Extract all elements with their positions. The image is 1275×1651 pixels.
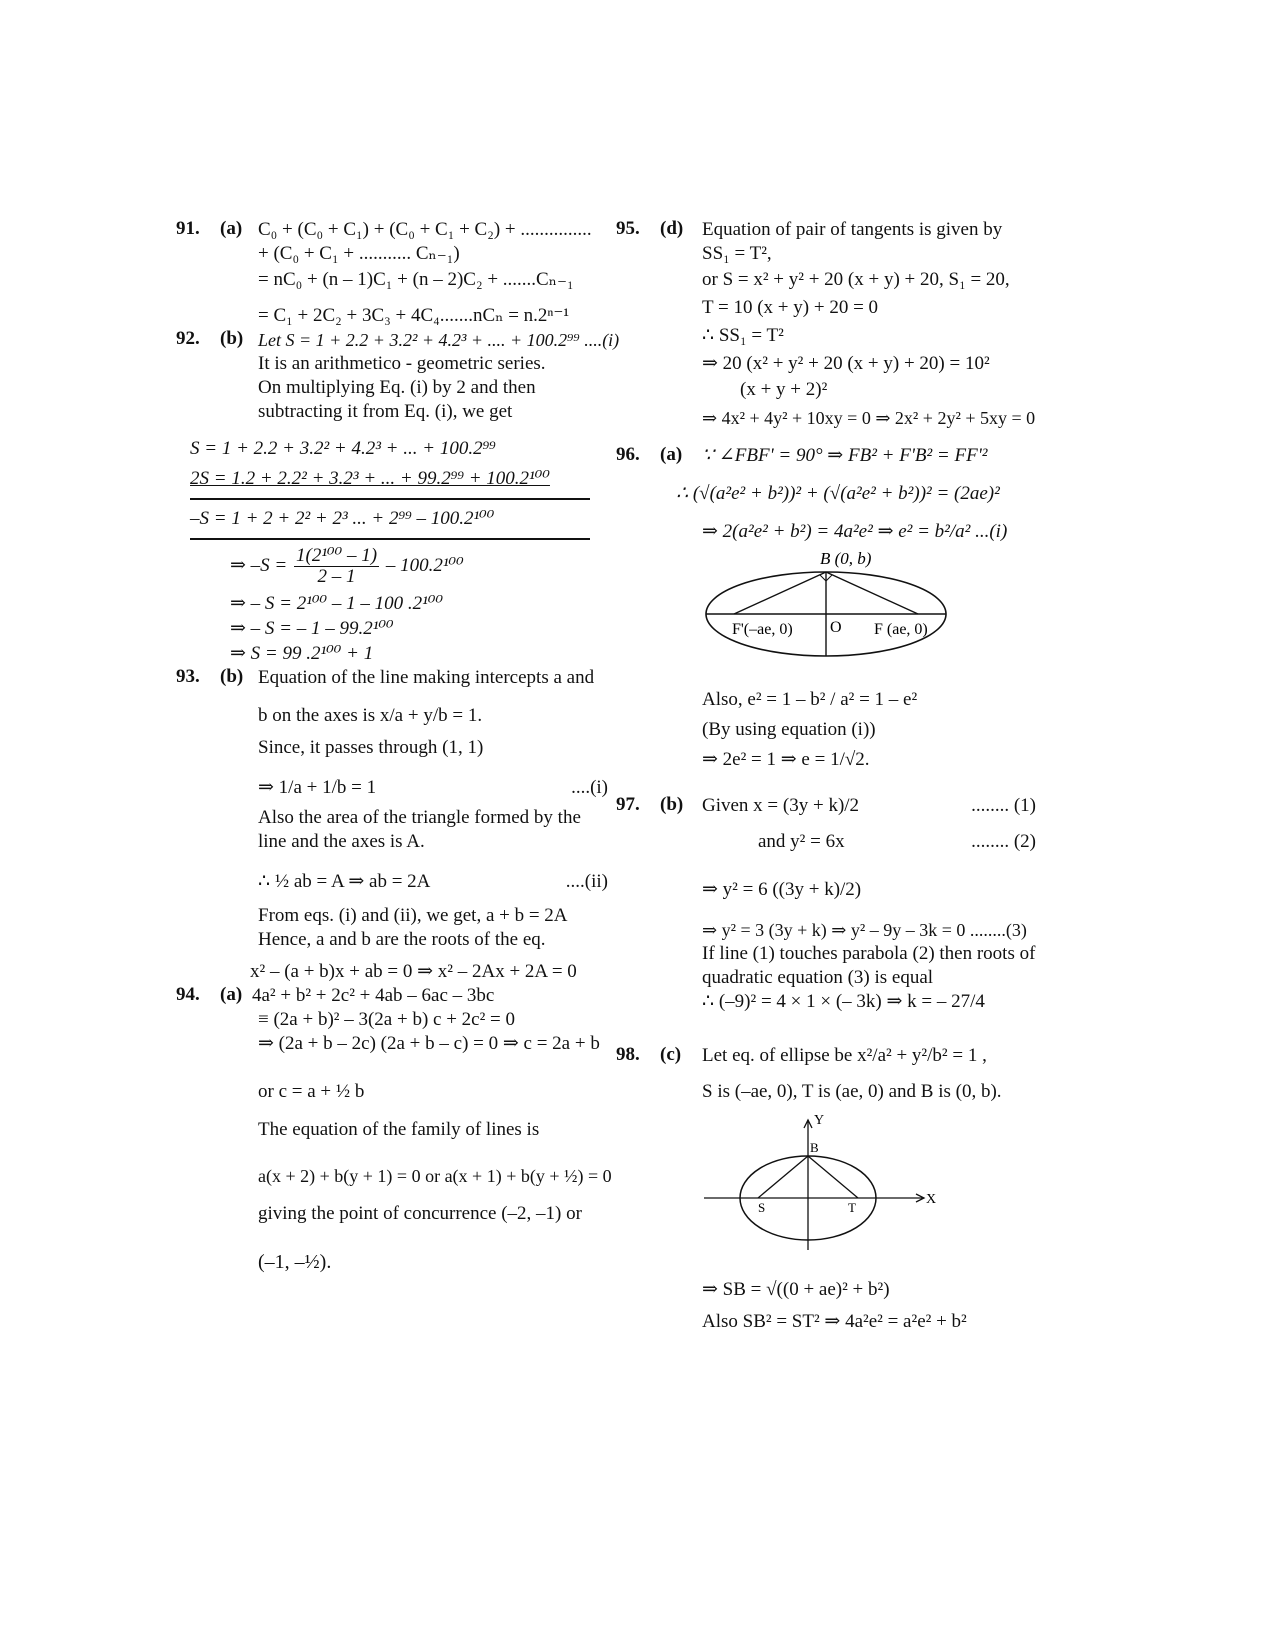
math-text: – 100.2¹⁰⁰ — [385, 554, 464, 576]
solution-line: ∴ (–9)² = 4 × 1 × (– 3k) ⇒ k = – 27/4 — [702, 991, 985, 1012]
divider — [190, 498, 590, 500]
solution-line: ⇒ y² = 3 (3y + k) ⇒ y² – 9y – 3k = 0 ........(3) — [702, 920, 1027, 940]
math-text: ⇒ –S = — [230, 554, 288, 576]
numerator: 1(2¹⁰⁰ – 1) — [296, 545, 378, 566]
solution-line: From eqs. (i) and (ii), we get, a + b = 2A — [258, 905, 568, 926]
math-text: b on the axes is — [258, 705, 376, 726]
question-number: 98. — [616, 1044, 640, 1065]
point-t-label: T — [848, 1200, 856, 1215]
answer-option: (a) — [220, 984, 243, 1005]
question-number: 92. — [176, 328, 200, 349]
answer-option: (d) — [660, 218, 684, 239]
solution-line: Equation of the line making intercepts a and — [258, 667, 595, 688]
series-subtraction — [190, 434, 590, 540]
solution-line: ∵ ∠FBF' = 90° ⇒ FB² + F'B² = FF'² — [702, 445, 988, 466]
solution-line: ∴ SS₁ = T² — [702, 325, 784, 346]
solution-line: (–1, –½). — [258, 1251, 332, 1273]
solution-line: line and the axes is A. — [258, 831, 425, 852]
solution-line — [258, 870, 608, 894]
x-axis-label: X — [926, 1192, 937, 1207]
focal-line-right — [826, 572, 918, 614]
solution-line: subtracting it from Eq. (i), we get — [258, 401, 513, 422]
point-f-prime-label: F'(–ae, 0) — [732, 621, 793, 638]
question-98 — [616, 1044, 1086, 1334]
solution-line: or S = x² + y² + 20 (x + y) + 20, S₁ = 20, — [702, 269, 1010, 290]
answer-option: (a) — [220, 218, 243, 239]
solution-line: = nC₀ + (n – 1)C₁ + (n – 2)C₂ + .......Cₙ₋₁ — [258, 269, 574, 290]
series-line: –S = 1 + 2 + 2² + 2³ ... + 2⁹⁹ – 100.2¹⁰⁰ — [190, 508, 495, 529]
solution-line: Also SB² = ST² ⇒ 4a²e² = a²e² + b² — [702, 1311, 967, 1332]
solution-line: giving the point of concurrence (–2, –1) or — [258, 1203, 582, 1224]
question-91 — [176, 218, 616, 328]
solution-line — [702, 794, 1036, 818]
solution-line: quadratic equation (3) is equal — [702, 967, 934, 988]
solution-line: Since, it passes through (1, 1) — [258, 737, 484, 758]
solution-line: ⇒ 2(a²e² + b²) = 4a²e² ⇒ e² = b²/a² ...(i) — [702, 521, 1008, 542]
y-axis-label: Y — [814, 1113, 825, 1128]
math-text: and y² = 6x — [758, 831, 845, 852]
question-97 — [616, 794, 1086, 1014]
solution-line: Let S = 1 + 2.2 + 3.2² + 4.2³ + .... + 100.2⁹⁹ ....(i) — [258, 330, 620, 350]
question-93 — [176, 666, 616, 984]
answer-option: (b) — [660, 794, 684, 815]
question-92 — [176, 328, 620, 666]
solution-line: + (C₀ + C₁ + ........... Cₙ₋₁) — [258, 243, 460, 264]
question-number: 97. — [616, 794, 640, 815]
line-sb — [758, 1156, 808, 1198]
line-tb — [808, 1156, 858, 1198]
solution-line: ⇒ S = 99 .2¹⁰⁰ + 1 — [230, 643, 374, 664]
solution-line: The equation of the family of lines is — [258, 1119, 540, 1140]
point-b-label: B (0, b) — [820, 550, 872, 568]
solution-line: Equation of pair of tangents is given by — [702, 219, 1003, 240]
fraction — [294, 546, 379, 587]
math-text: Given x = (3y + k)/2 — [702, 795, 860, 816]
math-text: ∴ ½ ab = A ⇒ ab = 2A — [258, 871, 431, 892]
solution-line: Hence, a and b are the roots of the eq. — [258, 929, 546, 950]
solution-line: ⇒ – S = 2¹⁰⁰ – 1 – 100 .2¹⁰⁰ — [230, 593, 444, 614]
answer-option: (b) — [220, 666, 244, 687]
ellipse-axes-figure — [702, 1110, 952, 1260]
point-b-label: B — [810, 1140, 819, 1155]
point-s-label: S — [758, 1200, 766, 1215]
solution-line: ⇒ 20 (x² + y² + 20 (x + y) + 20) = 10² — [702, 353, 990, 374]
solution-line: If line (1) touches parabola (2) then roots of — [702, 943, 1036, 964]
question-number: 91. — [176, 218, 200, 239]
series-line: S = 1 + 2.2 + 3.2² + 4.2³ + ... + 100.2⁹⁹ — [190, 438, 496, 459]
math-text: ⇒ 1/a + 1/b = 1 — [258, 777, 377, 798]
solution-line: S is (–ae, 0), T is (ae, 0) and B is (0, b). — [702, 1081, 1002, 1102]
equation-tag: ....(ii) — [565, 871, 608, 892]
origin-label: O — [830, 619, 842, 636]
solution-line: a(x + 2) + b(y + 1) = 0 or a(x + 1) + b(y + ½) = 0 — [258, 1166, 612, 1186]
focal-line-left — [734, 572, 826, 614]
solution-line: On multiplying Eq. (i) by 2 and then — [258, 377, 536, 398]
left-column — [176, 218, 620, 1274]
question-number: 93. — [176, 666, 200, 687]
solution-line: ∴ (√(a²e² + b²))² + (√(a²e² + b²))² = (2ae)² — [676, 483, 1000, 504]
solution-line: SS₁ = T², — [702, 243, 772, 264]
answer-option: (a) — [660, 444, 683, 465]
question-94 — [176, 984, 616, 1274]
solution-line: (By using equation (i)) — [702, 719, 876, 740]
point-f-label: F (ae, 0) — [874, 621, 928, 638]
solution-line: 4a² + b² + 2c² + 4ab – 6ac – 3bc — [252, 985, 495, 1006]
ellipse-figure — [702, 550, 962, 670]
solution-line: It is an arithmetico - geometric series. — [258, 353, 546, 374]
solution-line: ⇒ – S = – 1 – 99.2¹⁰⁰ — [230, 618, 394, 639]
solution-line: = C₁ + 2C₂ + 3C₃ + 4C₄.......nCₙ = n.2ⁿ⁻¹ — [258, 305, 570, 326]
solution-line: Also, e² = 1 – b² / a² = 1 – e² — [702, 689, 918, 710]
solution-line: ≡ (2a + b)² – 3(2a + b) c + 2c² = 0 — [258, 1009, 516, 1030]
right-column — [616, 218, 1086, 1334]
question-number: 95. — [616, 218, 640, 239]
equation-tag: ........ (2) — [971, 831, 1036, 852]
solution-line: T = 10 (x + y) + 20 = 0 — [702, 297, 879, 318]
solution-line: or c = a + ½ b — [258, 1081, 365, 1102]
equation-tag: ....(i) — [571, 777, 608, 798]
equation-tag: ........ (1) — [971, 795, 1036, 816]
series-line: 2S = 1.2 + 2.2² + 3.2³ + ... + 99.2⁹⁹ + 100.2¹⁰⁰ — [190, 468, 550, 489]
solution-line: x² – (a + b)x + ab = 0 ⇒ x² – 2Ax + 2A = 0 — [250, 961, 577, 982]
solution-line: Let eq. of ellipse be x²/a² + y²/b² = 1 , — [702, 1045, 987, 1066]
solution-line — [230, 546, 616, 587]
solution-line: ⇒ 4x² + 4y² + 10xy = 0 ⇒ 2x² + 2y² + 5xy = 0 — [702, 408, 1036, 428]
divider — [190, 538, 590, 540]
solution-line: ⇒ 2e² = 1 ⇒ e = 1/√2. — [702, 749, 870, 770]
solution-line — [702, 830, 1036, 854]
question-number: 96. — [616, 444, 640, 465]
denominator: 2 – 1 — [317, 566, 356, 587]
solution-line — [258, 776, 608, 800]
solution-line: ⇒ (2a + b – 2c) (2a + b – c) = 0 ⇒ c = 2a + b — [258, 1033, 600, 1054]
math-text: x/a + y/b = 1. — [379, 705, 483, 726]
solution-line: (x + y + 2)² — [740, 379, 828, 400]
solution-line: C₀ + (C₀ + C₁) + (C₀ + C₁ + C₂) + ............... — [258, 219, 592, 240]
answer-option: (b) — [220, 328, 244, 349]
solution-line — [258, 704, 616, 728]
question-96 — [616, 444, 1086, 772]
solution-line: ⇒ y² = 6 ((3y + k)/2) — [702, 879, 862, 900]
question-number: 94. — [176, 984, 200, 1005]
solution-line: ⇒ SB = √((0 + ae)² + b²) — [702, 1279, 890, 1300]
question-95 — [616, 218, 1086, 430]
answer-option: (c) — [660, 1044, 682, 1065]
solution-line: Also the area of the triangle formed by the — [258, 807, 581, 828]
